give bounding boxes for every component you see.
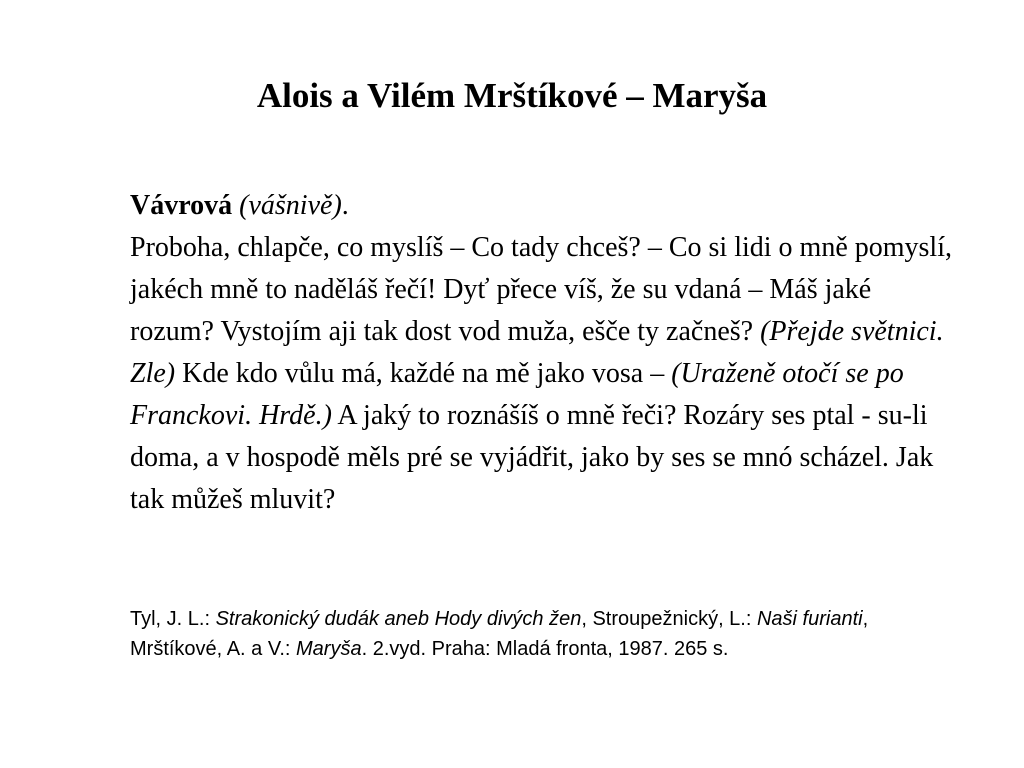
speaker-line: [130, 185, 960, 227]
citation-author-3: , Mrštíkové, A. a V.:: [130, 608, 869, 660]
citation-work-2: Naši furianti: [756, 608, 863, 630]
citation-work-1: Strakonický dudák aneb Hody divých žen: [215, 608, 582, 630]
slide-title: Alois a Vilém Mrštíkové – Maryša: [256, 76, 768, 115]
passage-text-1: Proboha, chlapče, co myslíš – Co tady chceš? – Co si lidi o mně pomyslí, jakéch mně to naděláš řečí! Dyť přece víš, že su vdaná – Máš jaké rozum? Vystojím aji tak dost vod muža, ešče ty začneš?: [130, 232, 952, 347]
drama-passage: [130, 185, 960, 521]
speaker-punctuation: .: [341, 190, 349, 221]
citation-author-1: Tyl, J. L.:: [130, 608, 216, 630]
citation-author-2: , Stroupežnický, L.:: [581, 608, 757, 630]
stage-direction-1: (Přejde světnici. Zle): [130, 316, 944, 389]
passage-text-2: Kde kdo vůlu má, každé na mě jako vosa –: [175, 358, 672, 389]
citation-work-3: Maryša: [296, 638, 362, 660]
stage-direction-2: (Uraženě otočí se po Franckovi. Hrdě.): [130, 358, 904, 431]
citation-publication: . 2.vyd. Praha: Mladá fronta, 1987. 265 s.: [361, 638, 729, 660]
speaker-direction: (vášnivě): [239, 190, 342, 221]
passage-text-3: A jaký to roznášíš o mně řeči? Rozáry ses ptal - su-li doma, a v hospodě měls pré se vyjádřit, jako by ses se mnó scházel. Jak tak můžeš mluvit?: [130, 400, 934, 515]
bibliographic-citation: [130, 604, 940, 664]
speaker-name: Vávrová: [130, 190, 233, 221]
